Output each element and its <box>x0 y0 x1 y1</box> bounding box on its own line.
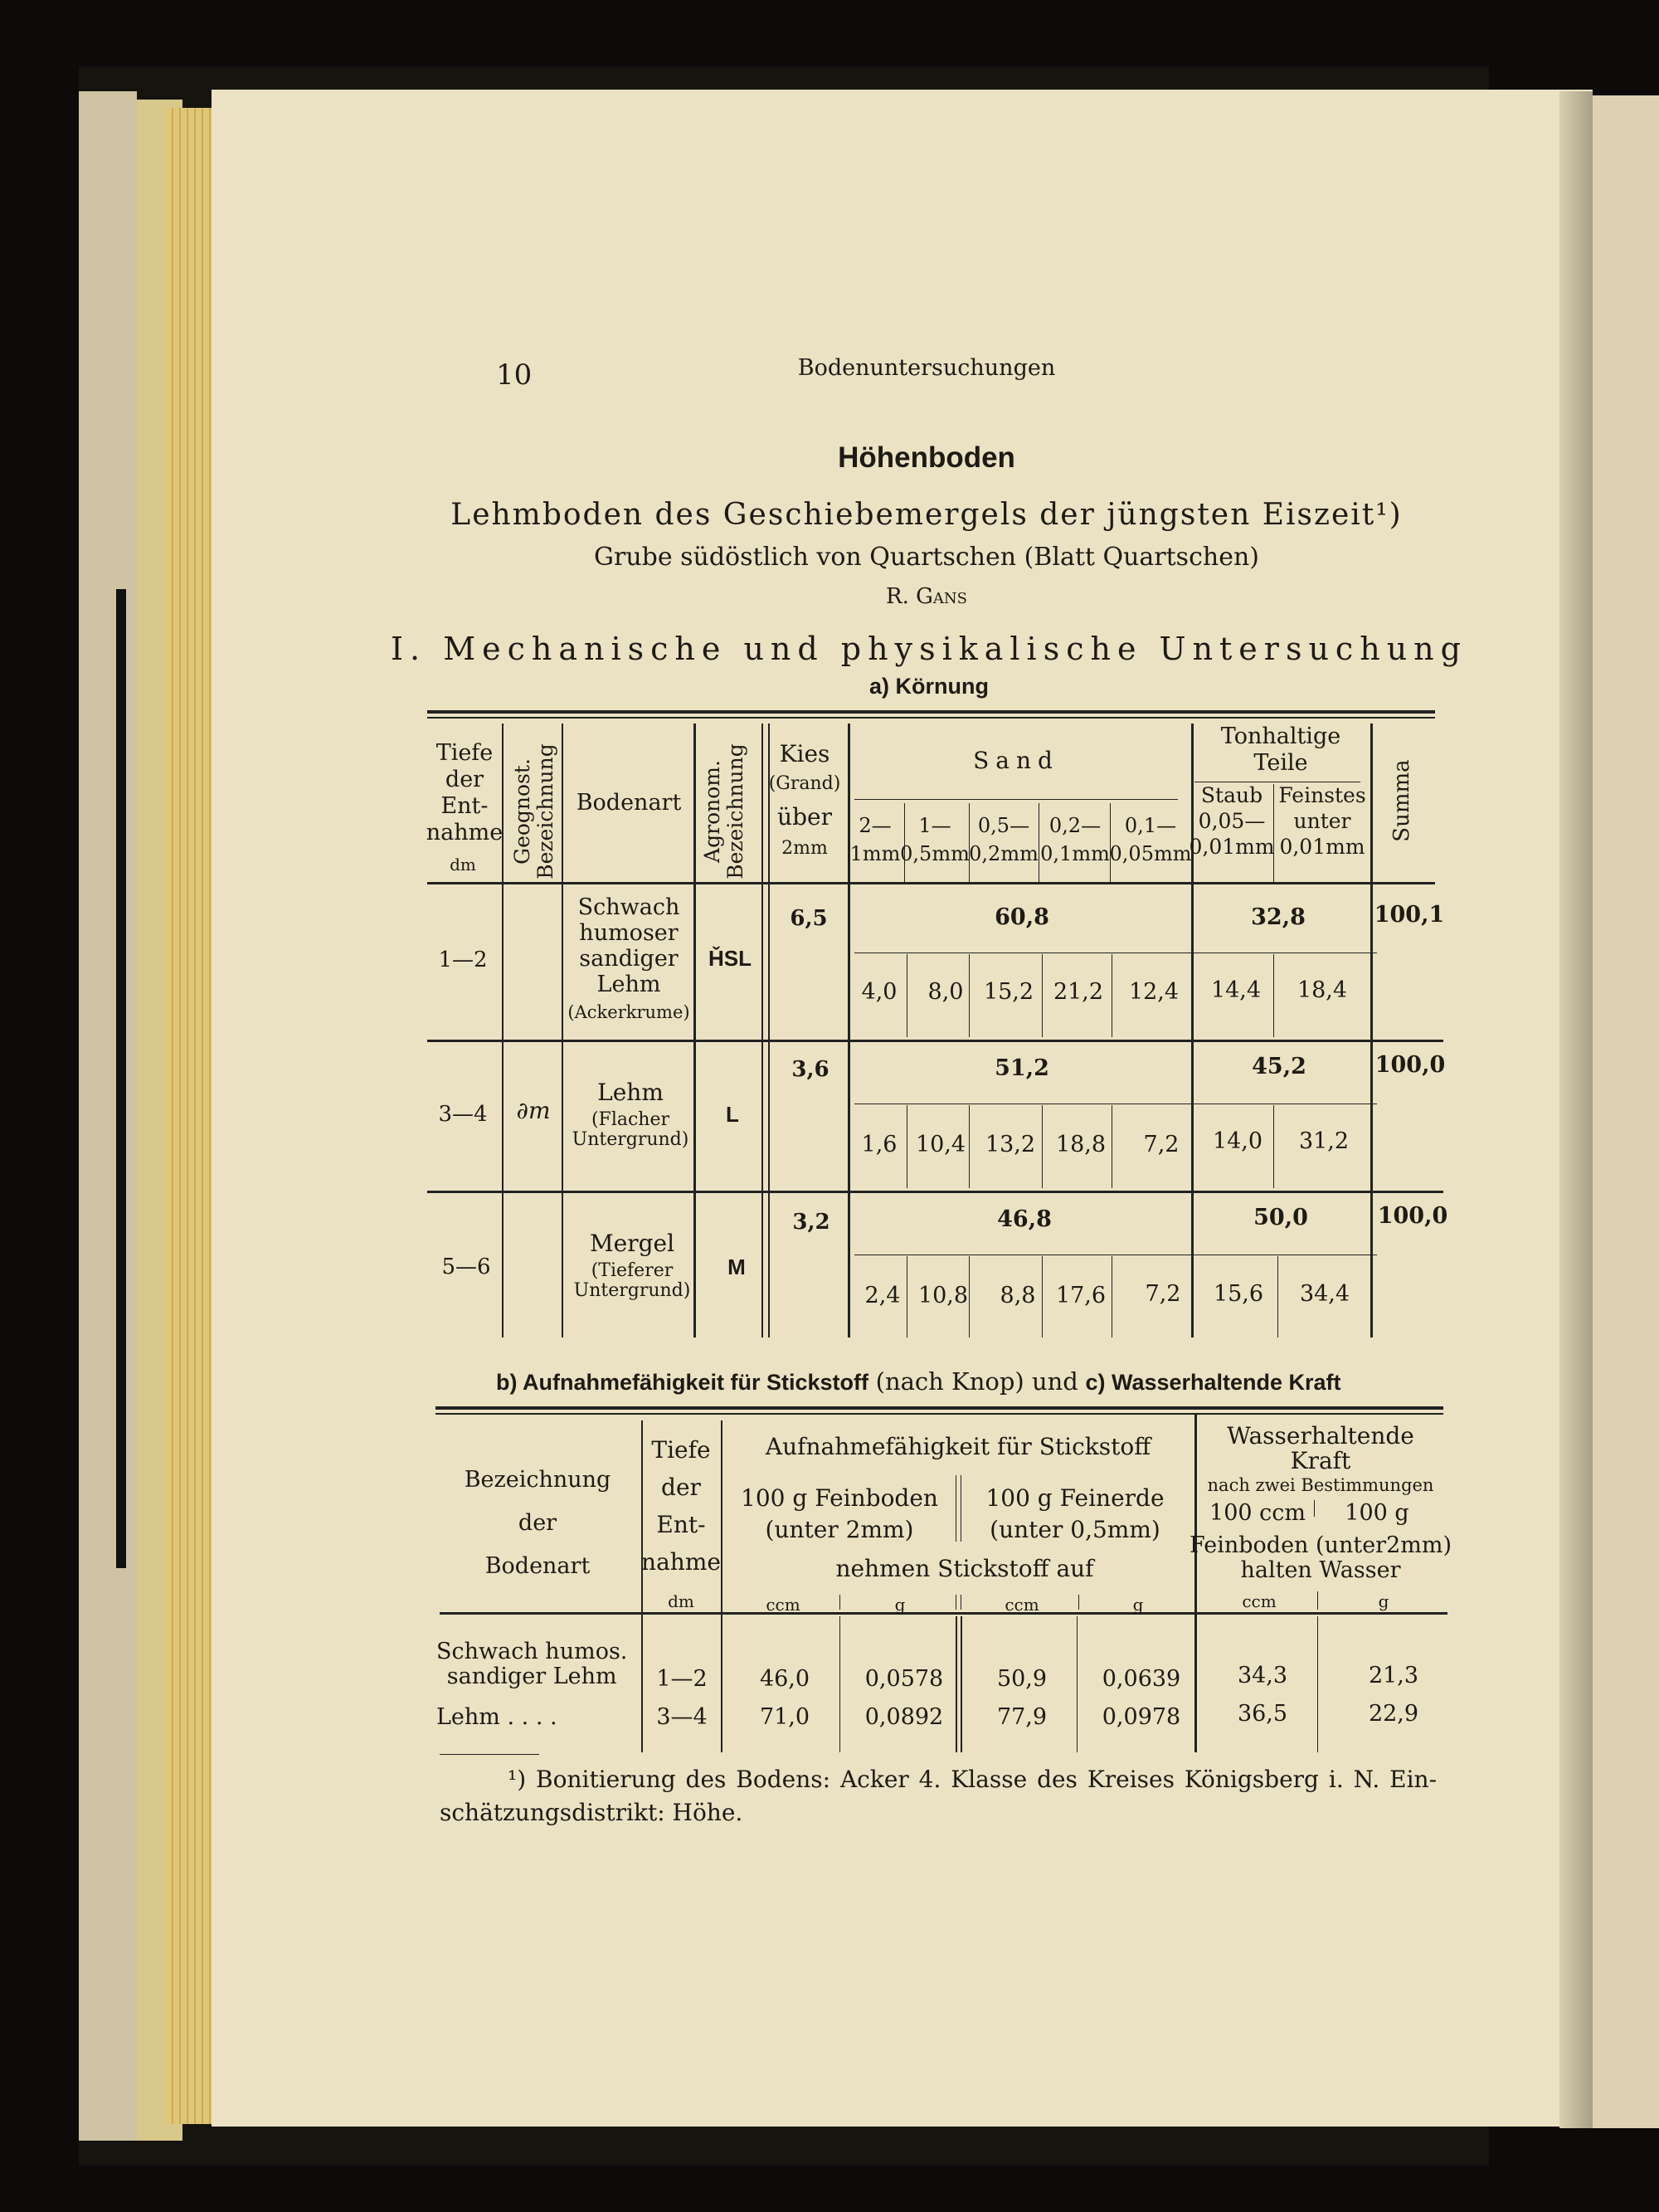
header-sand: Sand <box>973 747 1059 774</box>
row3-feinstes: 34,4 <box>1299 1281 1350 1307</box>
row3-sand-total: 46,8 <box>997 1206 1052 1232</box>
t2-row2-v2: 0,0892 <box>864 1704 944 1730</box>
subsection-c-bold: c) Wasserhaltende Kraft <box>1085 1370 1341 1395</box>
t2-row1-v6: 21,3 <box>1368 1663 1419 1688</box>
t2-row2-name: Lehm . . . . <box>436 1704 557 1730</box>
subsection-a: a) Körnung <box>869 674 989 699</box>
row3-sand-3: 8,8 <box>1000 1283 1036 1308</box>
t2-row1-v1: 46,0 <box>759 1666 810 1692</box>
header-kies-grand: (Grand) <box>768 773 841 794</box>
t2-unit-5: ccm <box>1242 1591 1277 1611</box>
footnote-line-2: schätzungsdistrikt: Höhe. <box>440 1799 743 1826</box>
t2-header-aufnahme: Aufnahmefähigkeit für Stickstoff <box>765 1433 1151 1460</box>
t2-header-feinboden-wasser: Feinboden (unter2mm) halten Wasser <box>1190 1532 1452 1583</box>
ribbon-marker <box>116 589 126 1568</box>
row2-feinstes: 31,2 <box>1298 1128 1350 1154</box>
t2-header-feinboden: 100 g Feinboden (unter 2mm) <box>741 1484 938 1543</box>
section-heading: I. Mechanische und physikalische Untersuchung <box>391 631 1467 667</box>
header-sand-col-2: 1— 0,5mm <box>900 814 970 865</box>
row2-sand-3: 13,2 <box>985 1132 1036 1157</box>
cover-edge <box>79 91 137 2141</box>
t2-header-bezeichnung: Bezeichnung der Bodenart <box>464 1467 611 1579</box>
row2-sand-total: 51,2 <box>995 1055 1049 1081</box>
row2-staub: 14,0 <box>1212 1128 1263 1154</box>
row3-sand-5: 7,2 <box>1145 1281 1181 1307</box>
row2-tiefe: 3—4 <box>438 1102 488 1127</box>
row2-bodenart: Lehm <box>597 1079 664 1106</box>
t2-row1-v4: 0,0639 <box>1102 1666 1181 1692</box>
author: R. Gans <box>886 584 967 609</box>
header-summa: Summa <box>1389 759 1414 842</box>
row1-sand-1: 4,0 <box>861 979 898 1005</box>
t2-header-100g: 100 g <box>1345 1500 1409 1526</box>
t2-row2-v4: 0,0978 <box>1102 1704 1181 1730</box>
row1-sand-total: 60,8 <box>995 904 1049 930</box>
t2-header-nehmen: nehmen Stickstoff auf <box>835 1555 1094 1582</box>
header-kies-ueber: über <box>777 803 832 831</box>
next-page-edge <box>1593 95 1659 2128</box>
row3-bodenart-note: (Tieferer Untergrund) <box>573 1260 691 1301</box>
t2-row2-tiefe: 3—4 <box>656 1704 708 1730</box>
t2-header-tiefe-unit: dm <box>668 1591 694 1611</box>
row3-sand-1: 2,4 <box>864 1283 901 1308</box>
header-ton: Tonhaltige Teile <box>1220 724 1341 776</box>
row3-agronom: M <box>727 1255 746 1279</box>
t2-row1-tiefe: 1—2 <box>656 1666 708 1692</box>
subsection-b-bold: b) Aufnahmefähigkeit für Stickstoff <box>496 1370 869 1395</box>
t2-header-wasser: Wasserhaltende Kraft <box>1227 1422 1414 1474</box>
t2-row1-v5: 34,3 <box>1237 1663 1288 1688</box>
row2-summa: 100,0 <box>1374 1052 1446 1078</box>
header-kies-2mm: 2mm <box>781 838 828 859</box>
row1-bodenart: Schwach humoser sandiger Lehm <box>577 894 680 997</box>
row3-sand-4: 17,6 <box>1055 1283 1107 1308</box>
row1-bodenart-note: (Ackerkrume) <box>567 1002 690 1022</box>
row1-tiefe: 1—2 <box>438 948 488 972</box>
header-sand-col-3: 0,5— 0,2mm <box>969 814 1039 865</box>
header-tiefe-unit: dm <box>450 855 476 875</box>
row1-staub: 14,4 <box>1210 977 1262 1003</box>
footnote-line-1: ¹) Bonitierung des Bodens: Acker 4. Klasse des Kreises Königsberg i. N. Ein- <box>508 1766 1438 1793</box>
row2-sand-1: 1,6 <box>861 1132 898 1157</box>
row2-sand-4: 18,8 <box>1055 1132 1107 1157</box>
t2-row2-v6: 22,9 <box>1368 1701 1419 1727</box>
header-bodenart: Bodenart <box>576 790 682 816</box>
row2-sand-5: 7,2 <box>1143 1132 1180 1157</box>
row2-ton-total: 45,2 <box>1252 1054 1306 1079</box>
t2-row2-v3: 77,9 <box>996 1704 1048 1730</box>
t2-header-wasser-note: nach zwei Bestimmungen <box>1207 1475 1434 1495</box>
row1-feinstes: 18,4 <box>1297 977 1348 1003</box>
row1-summa: 100,1 <box>1374 902 1445 928</box>
t2-header-tiefe: Tiefe der Ent- nahme <box>641 1436 721 1576</box>
row2-bodenart-note: (Flacher Untergrund) <box>572 1109 689 1150</box>
row3-summa: 100,0 <box>1377 1203 1448 1229</box>
geognost-value: ∂m <box>516 1097 551 1124</box>
row3-kies: 3,2 <box>792 1210 830 1235</box>
row1-sand-2: 8,0 <box>927 979 964 1005</box>
row3-bodenart: Mergel <box>589 1230 675 1257</box>
t2-row1-v2: 0,0578 <box>864 1666 944 1692</box>
subsection-b-normal: (nach Knop) und <box>875 1367 1078 1396</box>
page-number: 10 <box>496 358 533 392</box>
subtitle: Lehmboden des Geschiebemergels der jüngsten Eiszeit¹) <box>450 498 1403 532</box>
t2-header-feinerde: 100 g Feinerde (unter 0,5mm) <box>985 1484 1165 1543</box>
row1-kies: 6,5 <box>790 906 828 931</box>
row1-sand-4: 21,2 <box>1053 979 1104 1005</box>
t2-unit-2: g <box>894 1595 906 1615</box>
header-agronom: Agronom. Bezeichnung <box>700 743 747 879</box>
t2-header-100ccm: 100 ccm <box>1209 1500 1306 1526</box>
t2-unit-1: ccm <box>766 1595 800 1615</box>
row2-agronom: L <box>726 1102 739 1127</box>
t2-unit-3: ccm <box>1005 1595 1039 1615</box>
header-tiefe: Tiefe der Ent- nahme <box>426 740 504 845</box>
header-kies: Kies <box>779 740 830 767</box>
book-page <box>212 90 1593 2127</box>
header-staub: Staub 0,05— 0,01mm <box>1189 783 1275 859</box>
row2-sand-2: 10,4 <box>915 1132 966 1157</box>
row1-sand-3: 15,2 <box>983 979 1034 1005</box>
running-title: Bodenuntersuchungen <box>797 355 1056 381</box>
t2-row1-name: Schwach humos. sandiger Lehm <box>436 1639 628 1689</box>
header-sand-col-5: 0,1— 0,05mm <box>1109 814 1192 865</box>
row3-ton-total: 50,0 <box>1253 1205 1308 1230</box>
row3-sand-2: 10,8 <box>917 1283 969 1308</box>
t2-unit-4: g <box>1132 1595 1144 1615</box>
row2-kies: 3,6 <box>791 1057 830 1082</box>
row3-staub: 15,6 <box>1213 1281 1264 1307</box>
t2-row2-v1: 71,0 <box>759 1704 810 1730</box>
row1-sand-5: 12,4 <box>1128 979 1180 1005</box>
row1-ton-total: 32,8 <box>1251 904 1306 930</box>
row3-tiefe: 5—6 <box>441 1255 491 1279</box>
book-gutter <box>1559 91 1593 2128</box>
t2-row1-v3: 50,9 <box>996 1666 1048 1692</box>
subsection-bc <box>496 1367 1341 1396</box>
header-sand-col-1: 2— 1mm <box>849 814 901 865</box>
header-feinstes: Feinstes unter 0,01mm <box>1278 783 1366 859</box>
location-line: Grube südöstlich von Quartschen (Blatt Quartschen) <box>594 543 1259 572</box>
t2-row2-v5: 36,5 <box>1237 1701 1288 1727</box>
header-sand-col-4: 0,2— 0,1mm <box>1040 814 1110 865</box>
header-geognost: Geognost. Bezeichnung <box>510 743 557 879</box>
main-heading: Höhenboden <box>838 441 1015 474</box>
t2-unit-6: g <box>1378 1591 1389 1611</box>
row1-agronom: ȞSL <box>708 946 752 971</box>
